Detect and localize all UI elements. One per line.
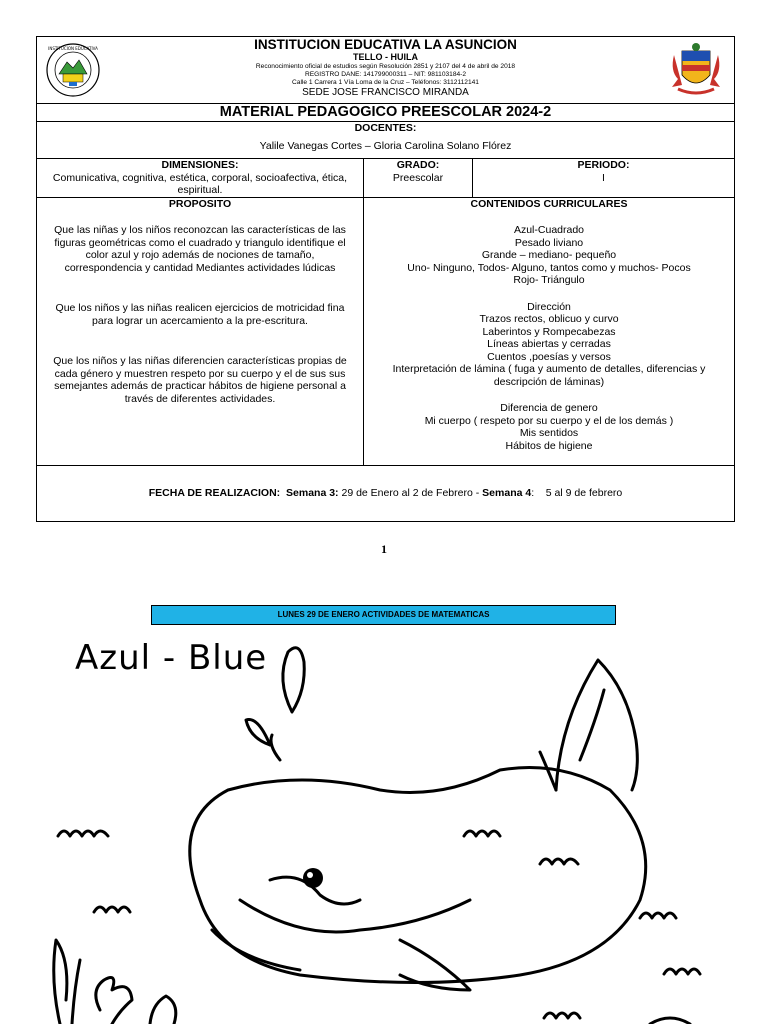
contenidos-label: CONTENIDOS CURRICULARES: [470, 197, 628, 210]
dimensiones-label: DIMENSIONES:: [161, 159, 239, 171]
contenido-item: Dirección: [527, 300, 571, 313]
address-line: Calle 1 Carrera 1 Vía Loma de la Cruz – Teléfonos: 3112112141: [292, 79, 479, 86]
document-title: MATERIAL PEDAGOGICO PREESCOLAR 2024-2: [37, 104, 734, 122]
grado-value: Preescolar: [392, 171, 444, 184]
semana4-label: Semana 4: [482, 487, 532, 499]
docentes-names: Yalile Vanegas Cortes – Gloria Carolina Solano Flórez: [259, 140, 512, 152]
contenido-item: Interpretación de lámina ( fuga y aumento de detalles, diferencias y descripción de láminas): [392, 363, 706, 388]
fecha-row: [37, 466, 734, 521]
registro-line: REGISTRO DANE: 141799000311 – NIT: 981103184-2: [304, 71, 467, 78]
whale-coloring-illustration: [0, 630, 768, 1024]
semana4-value: : 5 al 9 de febrero: [531, 487, 623, 499]
docentes-label: DOCENTES:: [354, 122, 417, 134]
dimensiones-value: Comunicativa, cognitiva, estética, corporal, socioafectiva, ética, espiritual.: [52, 171, 348, 196]
resolution-line: Reconocimiento oficial de estudios según Resolución 2851 y 2107 del 4 de abril de 2018: [255, 63, 516, 70]
contenido-item: Líneas abiertas y cerradas: [487, 338, 611, 350]
dimensiones-cell: [37, 159, 364, 197]
lesson-plan-table: [36, 36, 735, 522]
semana3-value: 29 de Enero al 2 de Febrero -: [341, 487, 480, 499]
contenido-item: Azul-Cuadrado: [513, 224, 585, 236]
contenidos-group-3: [368, 402, 730, 452]
contenido-item: Mis sentidos: [519, 427, 579, 439]
proposito-cell: [37, 198, 364, 465]
contenido-item: Cuentos ,poesías y versos: [487, 350, 611, 363]
school-logo: [45, 42, 101, 98]
page-number: 1: [381, 542, 387, 556]
whale-eye: [303, 868, 323, 888]
contenido-item: Diferencia de genero: [500, 402, 598, 414]
proposito-item: Que los niños y las niñas realicen ejercicios de motricidad fina para lograr un acercamiento a la pre-escritura.: [55, 302, 345, 327]
semana3-label: Semana 3:: [286, 487, 339, 499]
contenido-item: Laberintos y Rompecabezas: [482, 325, 616, 338]
proposito-item: Que los niños y las niñas diferencien características propias de cada género y muestren respeto por su cuerpo y el de sus sus semejantes además de practicar hábitos de higiene personal a través de diferentes actividades.: [53, 355, 347, 405]
contenido-item: Rojo- Triángulo: [513, 274, 585, 286]
periodo-label: PERIODO:: [577, 159, 630, 171]
sede-name: SEDE JOSE FRANCISCO MIRANDA: [302, 87, 469, 98]
activity-banner: LUNES 29 DE ENERO ACTIVIDADES DE MATEMATICAS: [151, 605, 616, 625]
periodo-cell: [473, 159, 734, 197]
proposito-item: Que las niñas y los niños reconozcan las características de las figuras geométricas como el cuadrado y triangulo identifique el color azul y rojo además de nociones de tamaño, correspondencia y cantidad Mediantes actividades lúdicas: [54, 224, 346, 274]
proposito-label: PROPOSITO: [168, 197, 232, 210]
contenidos-cell: [364, 198, 734, 465]
grado-cell: [364, 159, 473, 197]
coloring-title: Azul - Blue: [75, 638, 268, 678]
info-row: [37, 159, 734, 198]
grado-label: GRADO:: [396, 159, 440, 171]
contenido-item: Uno- Ninguno, Todos- Alguno, tantos como y muchos- Pocos: [407, 261, 691, 274]
coat-of-arms-logo: [668, 41, 724, 97]
contenidos-group-2: [368, 301, 730, 389]
contenidos-group-1: [368, 224, 730, 287]
contenido-item: Hábitos de higiene: [505, 439, 593, 452]
svg-text:INSTITUCION EDUCATIVA: INSTITUCION EDUCATIVA: [48, 46, 98, 51]
contenido-item: Mi cuerpo ( respeto por su cuerpo y el de los demás ): [424, 414, 674, 427]
periodo-value: I: [602, 171, 605, 184]
institution-city: TELLO - HUILA: [353, 52, 418, 62]
content-row: [37, 198, 734, 466]
contenido-item: Pesado liviano: [514, 236, 584, 249]
contenido-item: Grande – mediano- pequeño: [481, 249, 617, 261]
docentes-row: [37, 122, 734, 159]
contenido-item: Trazos rectos, oblicuo y curvo: [479, 313, 619, 325]
institution-name: INSTITUCION EDUCATIVA LA ASUNCION: [254, 37, 517, 52]
fecha-label: FECHA DE REALIZACION:: [148, 487, 281, 499]
header-row: [37, 37, 734, 104]
